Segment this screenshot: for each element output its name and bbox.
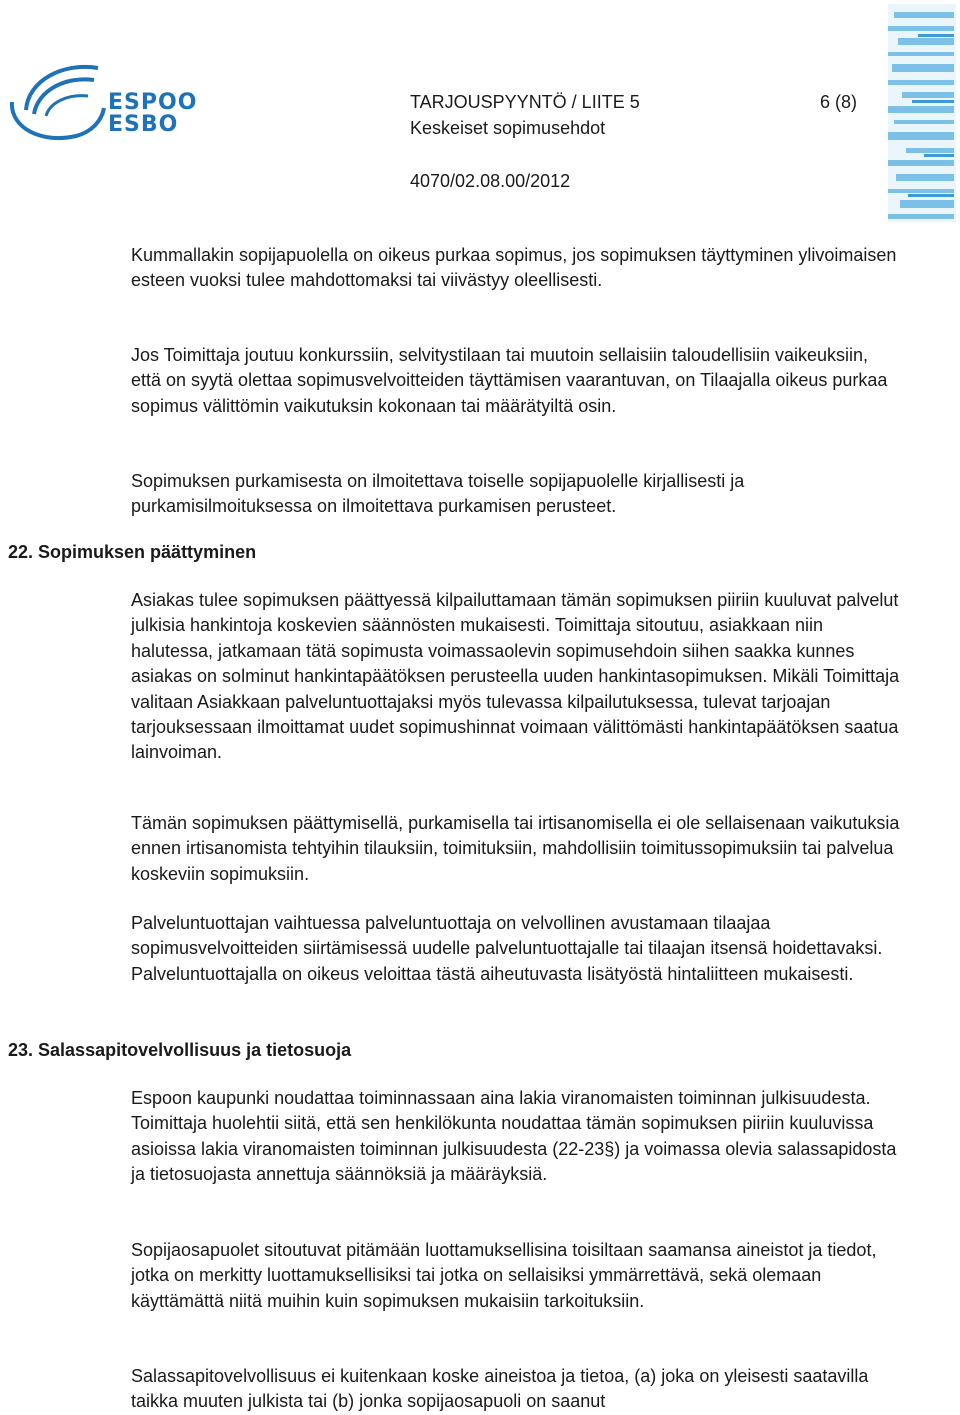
document-title: TARJOUSPYYNTÖ / LIITE 5	[410, 92, 640, 112]
logo-line-espoo: ESPOO	[108, 90, 198, 115]
paragraph-termination-effects: Tämän sopimuksen päättymisellä, purkamisella tai irtisanomisella ei ole sellaisenaan vaikutuksia ennen irtisanomista tehtyihin tilauksiin, toimituksiin, mahdollisiin toimitussopimuksiin tai palvelua koskeviin sopimuksiin.	[131, 813, 900, 884]
section-heading-23: 23. Salassapitovelvollisuus ja tietosuoja	[8, 1040, 352, 1060]
paragraph-publicity-law: Espoon kaupunki noudattaa toiminnassaan aina lakia viranomaisten toiminnan julkisuudesta. Toimittaja huolehtii siitä, että sen henkilökunta noudattaa tämän sopimuksen piiriin kuuluvissa asioissa lakia viranomaisten toiminnan julkisuudesta (22-23§) ja voimassa olevia salassapidosta ja tietosuojasta annettuja säännöksiä ja määräyksiä.	[131, 1088, 897, 1185]
logo-line-esbo: ESBO	[108, 112, 179, 137]
page-number: 6 (8)	[820, 92, 858, 112]
paragraph-bankruptcy: Jos Toimittaja joutuu konkurssiin, selvitystilaan tai muutoin sellaisiin taloudellisiin vaikeuksiin, että on syytä olettaa sopimusvelvoitteiden täyttämisen vaarantuvan, on Tilaajalla oikeus purkaa sopimus välittömin vaikutuksin kokonaan tai määrätyiltä osin.	[131, 345, 888, 416]
paragraph-provider-change: Palveluntuottajan vaihtuessa palveluntuottaja on velvollinen avustamaan tilaajaa sopimusvelvoitteiden siirtämisessä uudelle palveluntuottajalle tai tilaajan itsensä hoidettavaksi. Palveluntuottajalla on oikeus veloittaa tästä aiheutuvasta lisätyöstä hintaliitteen mukaisesti.	[131, 913, 883, 984]
decorative-stripes-icon	[888, 4, 956, 222]
section-heading-22: 22. Sopimuksen päättyminen	[8, 542, 257, 562]
paragraph-force-majeure: Kummallakin sopijapuolella on oikeus purkaa sopimus, jos sopimuksen täyttyminen ylivoimaisen esteen vuoksi tulee mahdottomaksi tai viivästyy oleellisesti.	[131, 245, 897, 291]
paragraph-termination-notice: Sopimuksen purkamisesta on ilmoitettava toiselle sopijapuolelle kirjallisesti ja purkamisilmoituksessa on ilmoitettava purkamisen perusteet.	[131, 471, 745, 517]
paragraph-confidentiality: Sopijaosapuolet sitoutuvat pitämään luottamuksellisina toisiltaan saamansa aineistot ja tiedot, jotka on merkitty luottamuksellisiksi tai jotka on sellaisiksi ymmärrettävä, sekä olemaan käyttämättä niitä muihin kuin sopimuksen mukaisiin tarkoituksiin.	[131, 1240, 877, 1311]
logo-wordmark	[108, 92, 197, 136]
paragraph-contract-ending: Asiakas tulee sopimuksen päättyessä kilpailuttamaan tämän sopimuksen piiriin kuuluvat palvelut julkisia hankintoja koskevien säännösten mukaisesti. Toimittaja sitoutuu, asiakkaan niin halutessa, jatkamaan tätä sopimusta voimassaolevin sopimusehdoin siihen saakka kunnes asiakas on solminut hankintapäätöksen perusteella uuden hankintasopimuksen. Mikäli Toimittaja valitaan Asiakkaan palveluntuottajaksi myös tulevassa kilpailutuksessa, tulevat tarjoajan tarjouksessaan ilmoittamat uudet sopimushinnat voimaan välittömästi hankintapäätöksen saatua lainvoiman.	[131, 590, 900, 763]
paragraph-confidentiality-exceptions: Salassapitovelvollisuus ei kuitenkaan koske aineistoa ja tietoa, (a) joka on yleisesti saatavilla taikka muuten julkista tai (b) jonka sopijaosapuoli on saanut	[131, 1366, 869, 1412]
document-subtitle: Keskeiset sopimusehdot	[410, 118, 606, 138]
document-reference: 4070/02.08.00/2012	[410, 171, 571, 191]
